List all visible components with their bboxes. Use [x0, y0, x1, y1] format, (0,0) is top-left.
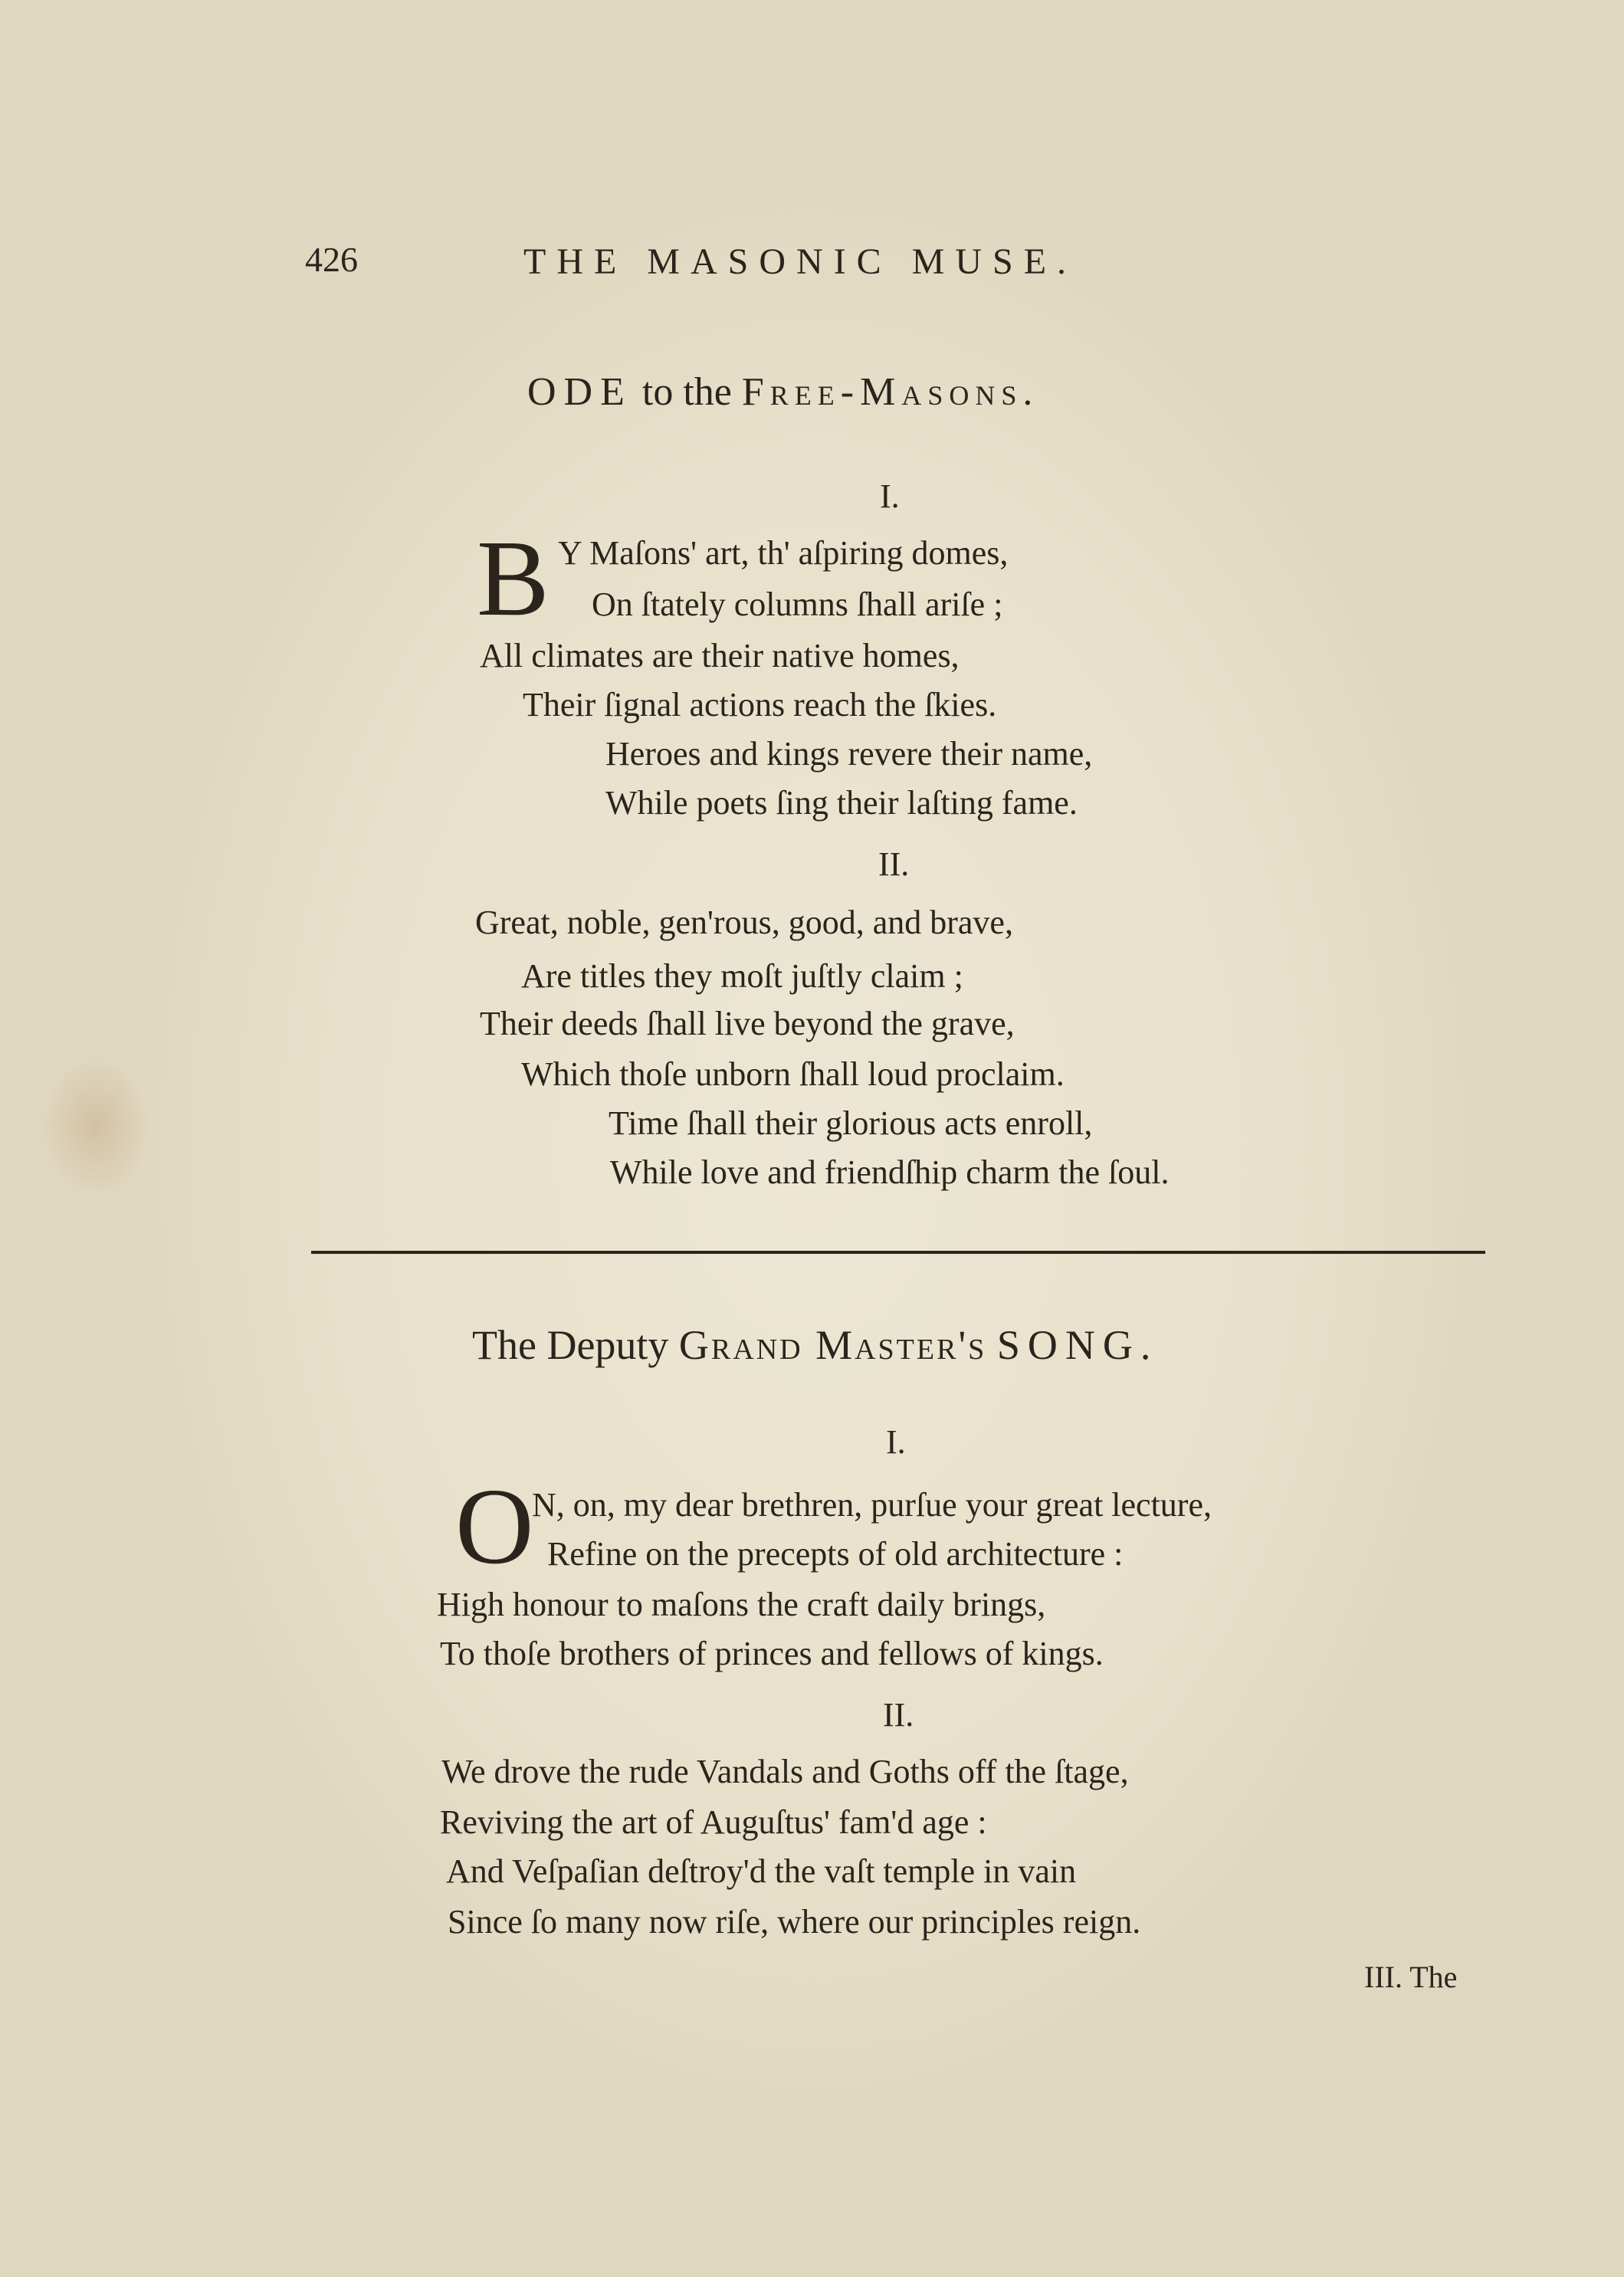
song-title-lead: The Deputy [472, 1322, 669, 1368]
ode-drop-cap: B [477, 517, 550, 638]
ode-verse-line: Are titles they moſt juſtly claim ; [521, 957, 963, 995]
ode-stanza-number: II. [878, 845, 910, 883]
song-title-word: SONG. [996, 1322, 1159, 1368]
song-drop-cap: O [455, 1465, 534, 1586]
catchword: III. The [1364, 1960, 1458, 1994]
song-stanza-number: I. [886, 1423, 906, 1461]
song-verse-line: High honour to maſons the craft daily brings, [437, 1586, 1046, 1623]
song-verse-line: And Veſpaſian deſtroy'd the vaſt temple in vain [446, 1852, 1077, 1890]
song-verse-line: Reviving the art of Auguſtus' fam'd age : [440, 1803, 987, 1841]
song-verse-line: N, on, my dear brethren, purſue your great lecture, [532, 1486, 1212, 1524]
song-title-subject: Grand Master's [678, 1322, 987, 1368]
running-head: THE MASONIC MUSE. [523, 241, 1078, 282]
song-verse-line: To thoſe brothers of princes and fellows of kings. [440, 1635, 1104, 1672]
ode-verse-line: While poets ſing their laſting fame. [605, 784, 1078, 822]
ode-title-word: ODE [527, 370, 632, 414]
ode-verse-line: Their deeds ſhall live beyond the grave, [480, 1005, 1015, 1042]
ode-verse-line: Y Maſons' art, th' aſpiring domes, [558, 534, 1009, 572]
ode-title-subject: Free-Masons. [741, 370, 1039, 414]
section-divider-rule [311, 1251, 1485, 1254]
ode-verse-line: While love and friendſhip charm the ſoul. [610, 1153, 1170, 1191]
song-stanza-number: II. [883, 1696, 914, 1734]
ode-verse-line: Great, noble, gen'rous, good, and brave, [475, 904, 1013, 941]
song-verse-line: Refine on the precepts of old architecture : [547, 1535, 1124, 1573]
ode-verse-line: Their ſignal actions reach the ſkies. [523, 686, 997, 723]
ode-verse-line: All climates are their native homes, [480, 637, 960, 674]
ode-verse-line: On ſtately columns ſhall ariſe ; [592, 586, 1003, 623]
ode-verse-line: Which thoſe unborn ſhall loud proclaim. [521, 1055, 1065, 1093]
ode-stanza-number: I. [880, 477, 900, 515]
ode-verse-line: Time ſhall their glorious acts enroll, [609, 1104, 1093, 1142]
song-verse-line: Since ſo many now riſe, where our principles reign. [448, 1903, 1141, 1941]
ode-title [527, 372, 1038, 412]
page-number: 426 [305, 240, 358, 279]
song-verse-line: We drove the rude Vandals and Goths off the ſtage, [441, 1753, 1129, 1790]
ode-title-connector: to the [641, 370, 732, 414]
song-title [472, 1324, 1158, 1366]
ode-verse-line: Heroes and kings revere their name, [605, 735, 1093, 773]
